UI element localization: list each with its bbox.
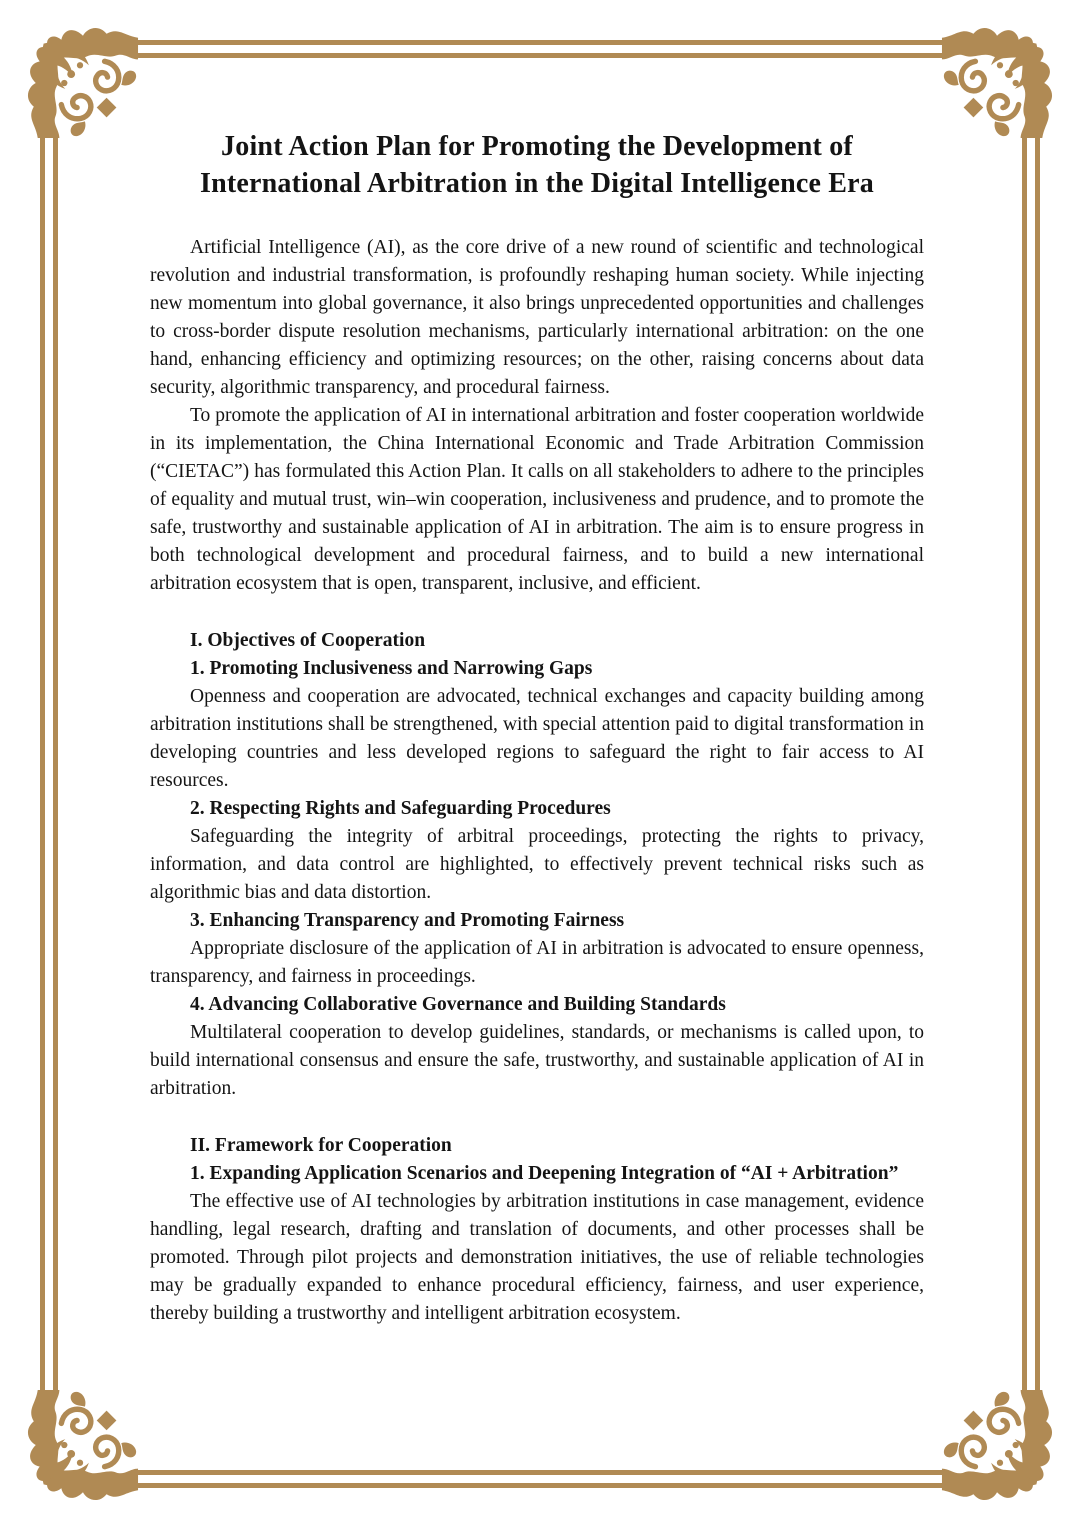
section-heading: 1. Expanding Application Scenarios and Deepening Integration of “AI + Arbitration” xyxy=(190,1163,899,1184)
paragraph: Multilateral cooperation to develop guidelines, standards, or mechanisms is called upon, to build international consensus and ensure the safe, trustworthy, and sustainable application of AI in arbitration. xyxy=(150,1022,924,1099)
paragraph: Appropriate disclosure of the application of AI in arbitration is advocated to ensure openness, transparency, and fairness in proceedings. xyxy=(150,938,924,987)
section-heading: II. Framework for Cooperation xyxy=(190,1135,452,1156)
document-title xyxy=(150,128,924,202)
paragraph: The effective use of AI technologies by arbitration institutions in case management, evidence handling, legal research, drafting and translation of documents, and other processes shall be promoted. Through pilot projects and demonstration initiatives, the use of reliable technologies may be gradually expanded to enhance procedural efficiency, fairness, and user experience, thereby building a trustworthy and intelligent arbitration ecosystem. xyxy=(150,1191,924,1324)
document-content xyxy=(150,234,924,1328)
border-edge-left xyxy=(40,132,58,1396)
corner-flourish-icon xyxy=(940,22,1058,140)
paragraph: Artificial Intelligence (AI), as the core drive of a new round of scientific and technological revolution and industrial transformation, is profoundly reshaping human society. While injecting new momentum into global governance, it also brings unprecedented opportunities and challenges to cross-border dispute resolution mechanisms, particularly international arbitration: on the one hand, enhancing efficiency and optimizing resources; on the other, raising concerns about data security, algorithmic transparency, and procedural fairness. xyxy=(150,237,924,398)
corner-flourish-icon xyxy=(22,1388,140,1506)
corner-flourish-icon xyxy=(940,1388,1058,1506)
paragraph: Safeguarding the integrity of arbitral proceedings, protecting the rights to privacy, information, and data control are highlighted, to effectively prevent technical risks such as algorithmic bias and data distortion. xyxy=(150,826,924,903)
document-body xyxy=(150,128,924,1328)
title-line-2: International Arbitration in the Digital Intelligence Era xyxy=(199,168,875,199)
paragraph: Openness and cooperation are advocated, technical exchanges and capacity building among arbitration institutions shall be strengthened, with special attention paid to digital transformation in developing countries and less developed regions to safeguard the right to fair access to AI resources. xyxy=(150,686,924,791)
section-heading: 4. Advancing Collaborative Governance and Building Standards xyxy=(190,994,726,1015)
corner-flourish-icon xyxy=(22,22,140,140)
section-heading: 1. Promoting Inclusiveness and Narrowing Gaps xyxy=(190,658,593,679)
paragraph: To promote the application of AI in international arbitration and foster cooperation worldwide in its implementation, the China International Economic and Trade Arbitration Commission (“CIETAC”) has formulated this Action Plan. It calls on all stakeholders to adhere to the principles of equality and mutual trust, win–win cooperation, inclusiveness and prudence, and to promote the safe, trustworthy and sustainable application of AI in arbitration. The aim is to ensure progress in both technological development and procedural fairness, and to build a new international arbitration ecosystem that is open, transparent, inclusive, and efficient. xyxy=(150,405,924,594)
section-heading: 3. Enhancing Transparency and Promoting Fairness xyxy=(190,910,625,931)
border-edge-right xyxy=(1022,132,1040,1396)
section-heading: 2. Respecting Rights and Safeguarding Procedures xyxy=(190,798,611,819)
border-edge-top xyxy=(132,40,948,58)
section-heading: I. Objectives of Cooperation xyxy=(190,630,426,651)
title-line-1: Joint Action Plan for Promoting the Development of xyxy=(221,131,853,162)
border-edge-bottom xyxy=(132,1470,948,1488)
